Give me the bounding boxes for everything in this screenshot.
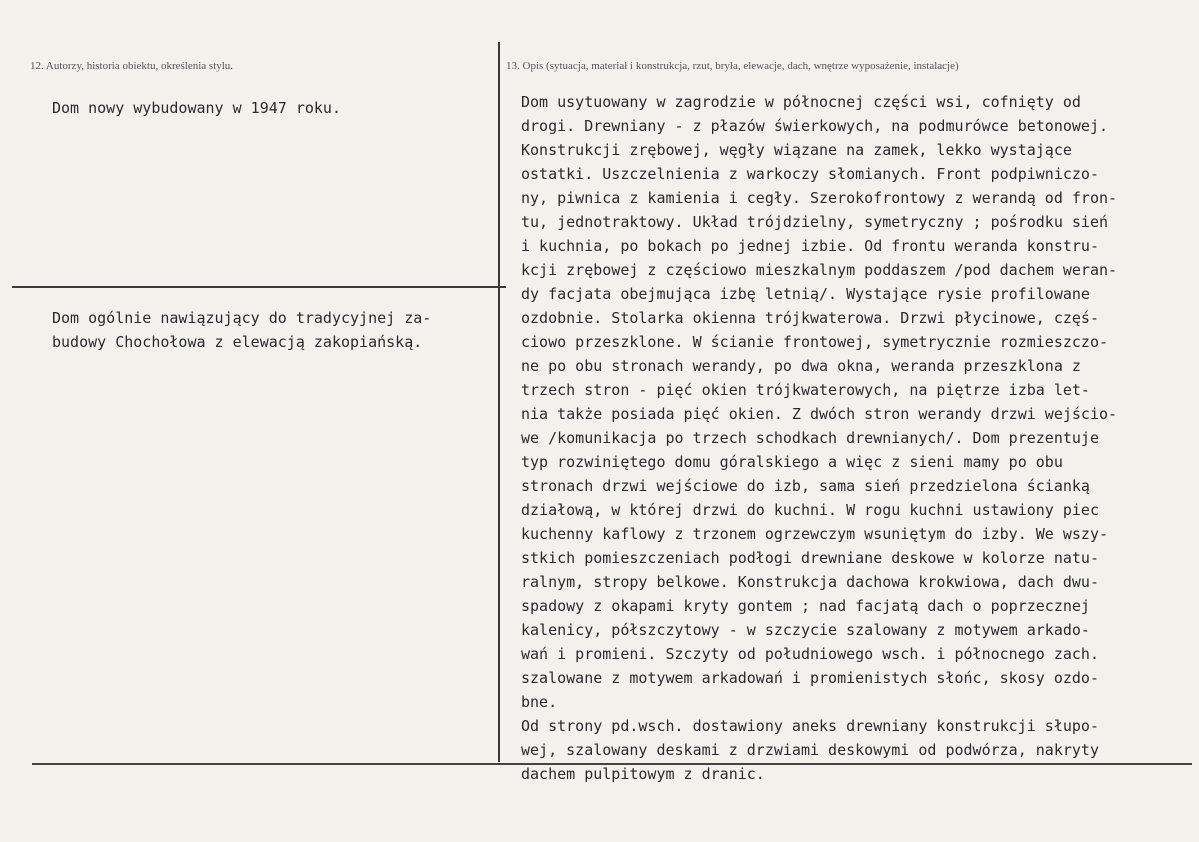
text-line: trzech stron - pięć okien trójkwaterowych, na piętrze izba let-: [521, 381, 1090, 399]
text-line: ne po obu stronach werandy, po dwa okna, weranda przeszklona z: [521, 357, 1081, 375]
text-line: wań i promieni. Szczyty od południowego wsch. i północnego zach.: [521, 645, 1099, 663]
text-line: dachem pulpitowym z dranic.: [521, 765, 765, 783]
text-line: spadowy z okapami kryty gontem ; nad facjatą dach o poprzecznej: [521, 597, 1090, 615]
text-line: dy facjata obejmująca izbę letnią/. Wystające rysie profilowane: [521, 285, 1090, 303]
text-line: Od strony pd.wsch. dostawiony aneks drewniany konstrukcji słupo-: [521, 717, 1099, 735]
text-line: typ rozwiniętego domu góralskiego a więc z sieni mamy po obu: [521, 453, 1063, 471]
text-line: szalowane z motywem arkadowań i promienistych słońc, skosy ozdo-: [521, 669, 1099, 687]
text-line: kalenicy, półszczytowy - w szczycie szalowany z motywem arkado-: [521, 621, 1090, 639]
text-line: i kuchnia, po bokach po jednej izbie. Od frontu weranda konstru-: [521, 237, 1099, 255]
text-line: Dom nowy wybudowany w 1947 roku.: [52, 99, 341, 117]
text-line: kuchenny kaflowy z trzonem ogrzewczym wsuniętym do izby. We wszy-: [521, 525, 1108, 543]
style-text: [52, 306, 492, 354]
text-line: wej, szalowany deskami z drzwiami deskowymi od podwórza, nakryty: [521, 741, 1099, 759]
section-13-header: 13. Opis (sytuacja, materiał i konstrukcja, rzut, bryła, elewacje, dach, wnętrze wyposażenie, instalacje): [506, 60, 959, 72]
text-line: kcji zrębowej z częściowo mieszkalnym poddaszem /pod dachem weran-: [521, 261, 1118, 279]
text-line: Dom ogólnie nawiązujący do tradycyjnej za-: [52, 309, 432, 327]
text-line: Dom usytuowany w zagrodzie w północnej części wsi, cofnięty od: [521, 93, 1081, 111]
text-line: ralnym, stropy belkowe. Konstrukcja dachowa krokwiowa, dach dwu-: [521, 573, 1099, 591]
left-section-divider: [12, 286, 506, 288]
text-line: stronach drzwi wejściowe do izb, sama sień przedzielona ścianką: [521, 477, 1090, 495]
text-line: drogi. Drewniany - z płazów świerkowych, na podmurówce betonowej.: [521, 117, 1108, 135]
text-line: bne.: [521, 693, 558, 711]
text-line: działową, w której drzwi do kuchni. W rogu kuchni ustawiony piec: [521, 501, 1099, 519]
column-divider: [498, 42, 500, 762]
section-12-header: 12. Autorzy, historia obiektu, określenia stylu.: [30, 60, 234, 72]
text-line: tu, jednotraktowy. Układ trójdzielny, symetryczny ; pośrodku sień: [521, 213, 1108, 231]
history-text: [52, 96, 492, 120]
text-line: we /komunikacja po trzech schodkach drewnianych/. Dom prezentuje: [521, 429, 1099, 447]
text-line: stkich pomieszczeniach podłogi drewniane deskowe w kolorze natu-: [521, 549, 1099, 567]
text-line: Konstrukcji zrębowej, węgły wiązane na zamek, lekko wystające: [521, 141, 1072, 159]
text-line: ciowo przeszklone. W ścianie frontowej, symetrycznie rozmieszczo-: [521, 333, 1108, 351]
description-text: [521, 90, 1191, 786]
text-line: ozdobnie. Stolarka okienna trójkwaterowa. Drzwi płycinowe, częś-: [521, 309, 1099, 327]
text-line: ny, piwnica z kamienia i cegły. Szerokofrontowy z werandą od fron-: [521, 189, 1118, 207]
text-line: budowy Chochołowa z elewacją zakopiańską.: [52, 333, 423, 351]
text-line: ostatki. Uszczelnienia z warkoczy słomianych. Front podpiwniczo-: [521, 165, 1099, 183]
text-line: nia także posiada pięć okien. Z dwóch stron werandy drzwi wejścio-: [521, 405, 1118, 423]
